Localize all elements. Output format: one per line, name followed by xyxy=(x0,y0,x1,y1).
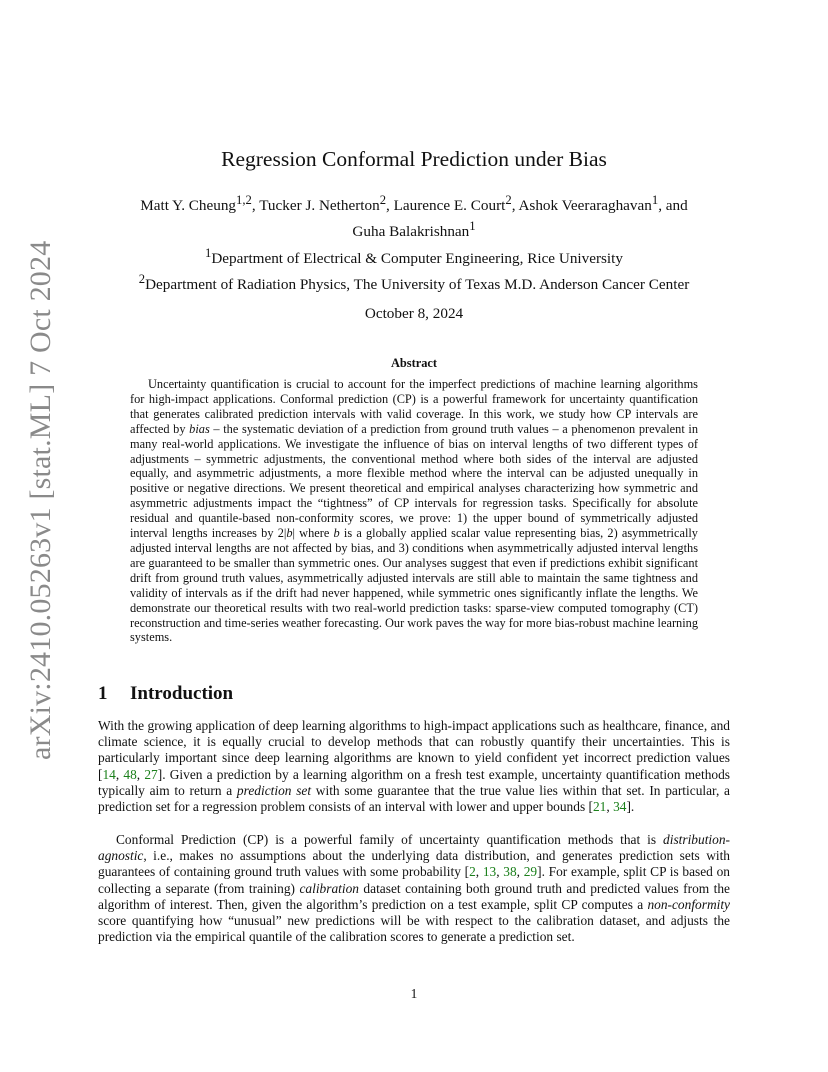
abstract-text: Uncertainty quantification is crucial to account for the imperfect predictions of machine learning algorithms for high-impact applications. Conformal prediction (CP) is a powerful framework for uncertainty quantification that generates calibrated prediction intervals with valid coverage. In this work, we study how CP intervals are affected by xyxy=(130,377,698,436)
abstract-emphasis: bias xyxy=(189,421,210,436)
affiliation-line xyxy=(92,243,736,269)
author-name: Ashok Veeraraghavan xyxy=(518,197,652,215)
abstract-body xyxy=(130,377,698,645)
body-text: , i.e., makes no assumptions about the underlying data distribution, and generates prediction sets with guarantees of containing ground truth values with some probability [ xyxy=(98,848,730,880)
body-text: dataset containing both ground truth and predicted values from the algorithm of interest. Then, given the algorithm’s prediction on a test example, split CP computes a xyxy=(98,880,730,912)
affiliation-line xyxy=(92,269,736,295)
body-text: ]. xyxy=(626,799,635,815)
section-heading xyxy=(98,683,233,705)
author-name: Tucker J. Netherton xyxy=(259,197,380,215)
intro-paragraph: Conformal Prediction (CP) is a powerful family of uncertainty quantification methods that is distribution-agnostic, i.e., makes no assumptions about the underlying data distribution, and generates prediction sets with guarantees of containing ground truth values with some probability [2, 13, 38, 29]. For example, split CP is based on collecting a separate (from training) calibration dataset containing both ground truth and predicted values from the algorithm of interest. Then, given the algorithm’s prediction on a test example, split CP computes a non-conformity score quantifying how “unusual” new predictions will be with respect to the calibration dataset, and adjusts the prediction via the empirical quantile of the calibration scores to generate a prediction set. xyxy=(98,832,730,945)
citation-link[interactable]: 27 xyxy=(144,766,158,782)
citation-link[interactable]: 13 xyxy=(482,864,497,880)
affiliation-list xyxy=(92,243,736,295)
section-title: Introduction xyxy=(130,683,234,704)
body-emphasis: distribution-agnostic xyxy=(98,832,730,864)
intro-paragraph: With the growing application of deep learning algorithms to high-impact applications such as healthcare, finance, and climate science, it is equally crucial to develop methods that can robustly quantify their uncertainties. This is particularly important since deep learning algorithms are known to yield confident yet incorrect prediction values [14, 48, 27]. Given a prediction by a learning algorithm on a fresh test example, uncertainty quantification methods typically aim to return a prediction set with some guarantee that the true value lies within that set. In particular, a prediction set for a regression problem consists of an interval with lower and upper bounds [21, 34]. xyxy=(98,718,730,815)
affiliation-mark: 2 xyxy=(138,272,146,287)
author-affiliation-mark: 2 xyxy=(505,193,512,207)
author-affiliation-mark: 2 xyxy=(379,193,387,207)
body-text: with some guarantee that the true value lies within that set. In particular, a prediction set for a regression problem consists of an interval with lower and upper bounds [ xyxy=(98,782,730,815)
publication-date: October 8, 2024 xyxy=(364,305,464,322)
abstract-text: | where xyxy=(292,526,334,541)
author-separator: , xyxy=(251,197,260,215)
affiliation-mark: 1 xyxy=(205,246,212,260)
author-name: Laurence E. Court xyxy=(393,197,506,215)
author-affiliation-mark: 1 xyxy=(469,219,476,234)
abstract-heading: Abstract xyxy=(390,356,438,370)
body-text: With the growing application of deep learning algorithms to high-impact applications such as healthcare, finance, and climate science, it is equally crucial to develop methods that can robustly quantify their uncertainties. This is particularly important since deep learning algorithms are known to yield confident yet incorrect prediction values [ xyxy=(98,718,730,782)
body-text: score quantifying how “unusual” new predictions will be with respect to the calibration dataset, and adjusts the prediction via the empirical quantile of the calibration scores to generate a prediction set. xyxy=(98,913,730,945)
affiliation-text: Department of Electrical & Computer Engineering, Rice University xyxy=(211,250,623,268)
author-affiliation-mark: 1,2 xyxy=(236,193,252,207)
citation-link[interactable]: 34 xyxy=(613,799,627,815)
citation-link[interactable]: 21 xyxy=(592,799,607,815)
abstract-math-variable: b xyxy=(286,526,293,541)
body-emphasis: non-conformity xyxy=(647,896,730,912)
body-emphasis: calibration xyxy=(299,880,359,896)
citation-link[interactable]: 38 xyxy=(503,864,517,880)
author-name: Guha Balakrishnan xyxy=(352,223,470,241)
abstract-math-variable: b xyxy=(333,526,340,541)
abstract-text: is a globally applied scalar value representing bias, 2) asymmetrically adjusted interval lengths are not affected by bias, and 3) conditions when asymmetrically adjusted interval lengths are guaranteed to be smaller than symmetric ones. Our analyses suggest that even if predictions exhibit significant drift from ground truth values, asymmetrically adjusted intervals are still able to maintain the same tightness and validity of intervals as if the drift had never happened, while symmetric ones significantly inflate the lengths. We demonstrate our theoretical results with two real-world prediction tasks: sparse-view computed tomography (CT) reconstruction and time-series weather forecasting. Our work paves the way for more bias-robust machine learning systems. xyxy=(130,526,698,645)
body-text: ]. For example, split CP is based on collecting a separate (from training) xyxy=(98,864,730,896)
page-number: 1 xyxy=(410,986,418,1001)
citation-link[interactable]: 48 xyxy=(123,766,137,782)
body-text: ]. Given a prediction by a learning algorithm on a fresh test example, uncertainty quantification methods typically aim to return a xyxy=(98,766,730,798)
author-separator: , and xyxy=(658,197,688,215)
author-separator: , xyxy=(386,197,394,215)
section-number: 1 xyxy=(98,683,108,704)
author-separator: , xyxy=(511,197,519,215)
abstract-text: – the systematic deviation of a prediction from ground truth values – a phenomenon prevalent in many real-world applications. We investigate the influence of bias on interval lengths of two different types of adjustments – symmetric adjustments, the conventional method where both sides of the interval are adjusted equally, and asymmetric adjustments, a more flexible method where the interval can be adjusted unequally in positive or negative directions. We present theoretical and empirical analyses characterizing how symmetric and asymmetric adjustments impact the “tightness” of CP intervals for regression tasks. Specifically for absolute residual and quantile-based non-conformity scores, we prove: 1) the upper bound of symmetrically adjusted interval lengths increases by 2| xyxy=(130,421,699,541)
citation-link[interactable]: 29 xyxy=(523,864,538,880)
citation-link[interactable]: 14 xyxy=(102,766,116,782)
arxiv-identifier-stamp: arXiv:2410.05263v1 [stat.ML] 7 Oct 2024 xyxy=(24,240,57,760)
affiliation-text: Department of Radiation Physics, The University of Texas M.D. Anderson Cancer Center xyxy=(145,276,690,294)
body-text: Conformal Prediction (CP) is a powerful family of uncertainty quantification methods that is xyxy=(116,832,664,847)
author-affiliation-mark: 1 xyxy=(651,193,659,207)
author-name: Matt Y. Cheung xyxy=(140,197,237,215)
paper-title: Regression Conformal Prediction under Bias xyxy=(221,147,607,171)
citation-link[interactable]: 2 xyxy=(469,864,476,880)
body-emphasis: prediction set xyxy=(236,782,312,798)
author-list xyxy=(92,190,736,242)
